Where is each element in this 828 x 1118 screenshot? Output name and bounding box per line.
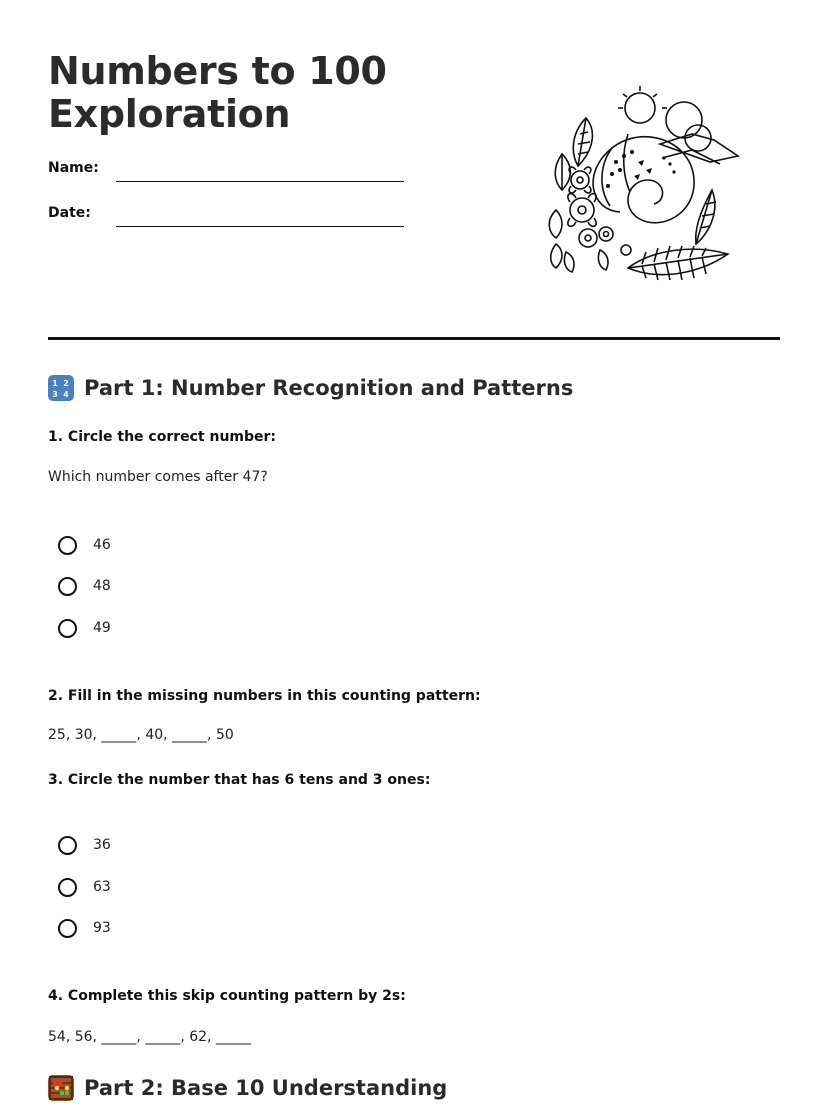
q1-title: 1. Circle the correct number: xyxy=(48,429,277,445)
q3-option-2[interactable] xyxy=(58,875,111,899)
page-title xyxy=(48,50,387,136)
q1-option-2-label: 48 xyxy=(93,578,111,594)
part1-heading-text: Part 1: Number Recognition and Patterns xyxy=(84,376,574,400)
q1-option-3-label: 49 xyxy=(93,620,111,636)
q2-title: 2. Fill in the missing numbers in this counting pattern: xyxy=(48,688,481,704)
part1-heading xyxy=(48,375,573,401)
part2-heading-text: Part 2: Base 10 Understanding xyxy=(84,1076,448,1100)
divider xyxy=(48,337,780,340)
abacus-icon xyxy=(48,1075,74,1101)
doodle-illustration-icon xyxy=(542,82,742,294)
title-line-2: Exploration xyxy=(48,92,291,136)
date-label: Date: xyxy=(48,205,91,221)
radio-circle-icon[interactable] xyxy=(58,619,77,638)
q4-title: 4. Complete this skip counting pattern by 2s: xyxy=(48,988,406,1004)
q3-option-2-label: 63 xyxy=(93,879,111,895)
title-line-1: Numbers to 100 xyxy=(48,49,387,93)
q1-option-1[interactable] xyxy=(58,533,111,557)
radio-circle-icon[interactable] xyxy=(58,577,77,596)
q3-option-1-label: 36 xyxy=(93,837,111,853)
q1-text: Which number comes after 47? xyxy=(48,469,268,485)
date-line[interactable] xyxy=(116,226,404,227)
q1-option-3[interactable] xyxy=(58,616,111,640)
svg-text:3: 3 xyxy=(52,390,58,399)
input-numbers-icon xyxy=(48,375,74,401)
q4-text: 54, 56, _____, _____, 62, _____ xyxy=(48,1029,251,1045)
radio-circle-icon[interactable] xyxy=(58,536,77,555)
date-field[interactable] xyxy=(48,205,408,229)
radio-circle-icon[interactable] xyxy=(58,836,77,855)
worksheet-page xyxy=(48,0,780,1118)
name-field[interactable] xyxy=(48,160,408,184)
name-line[interactable] xyxy=(116,181,404,182)
q3-option-3-label: 93 xyxy=(93,920,111,936)
q3-title: 3. Circle the number that has 6 tens and 3 ones: xyxy=(48,772,431,788)
svg-text:1: 1 xyxy=(52,379,58,388)
name-label: Name: xyxy=(48,160,99,176)
radio-circle-icon[interactable] xyxy=(58,878,77,897)
radio-circle-icon[interactable] xyxy=(58,919,77,938)
q2-text: 25, 30, _____, 40, _____, 50 xyxy=(48,727,234,743)
q1-option-2[interactable] xyxy=(58,574,111,598)
q3-option-1[interactable] xyxy=(58,833,111,857)
part2-heading xyxy=(48,1075,447,1101)
q3-option-3[interactable] xyxy=(58,916,111,940)
svg-text:2: 2 xyxy=(63,379,69,388)
q1-option-1-label: 46 xyxy=(93,537,111,553)
svg-text:4: 4 xyxy=(63,390,69,399)
